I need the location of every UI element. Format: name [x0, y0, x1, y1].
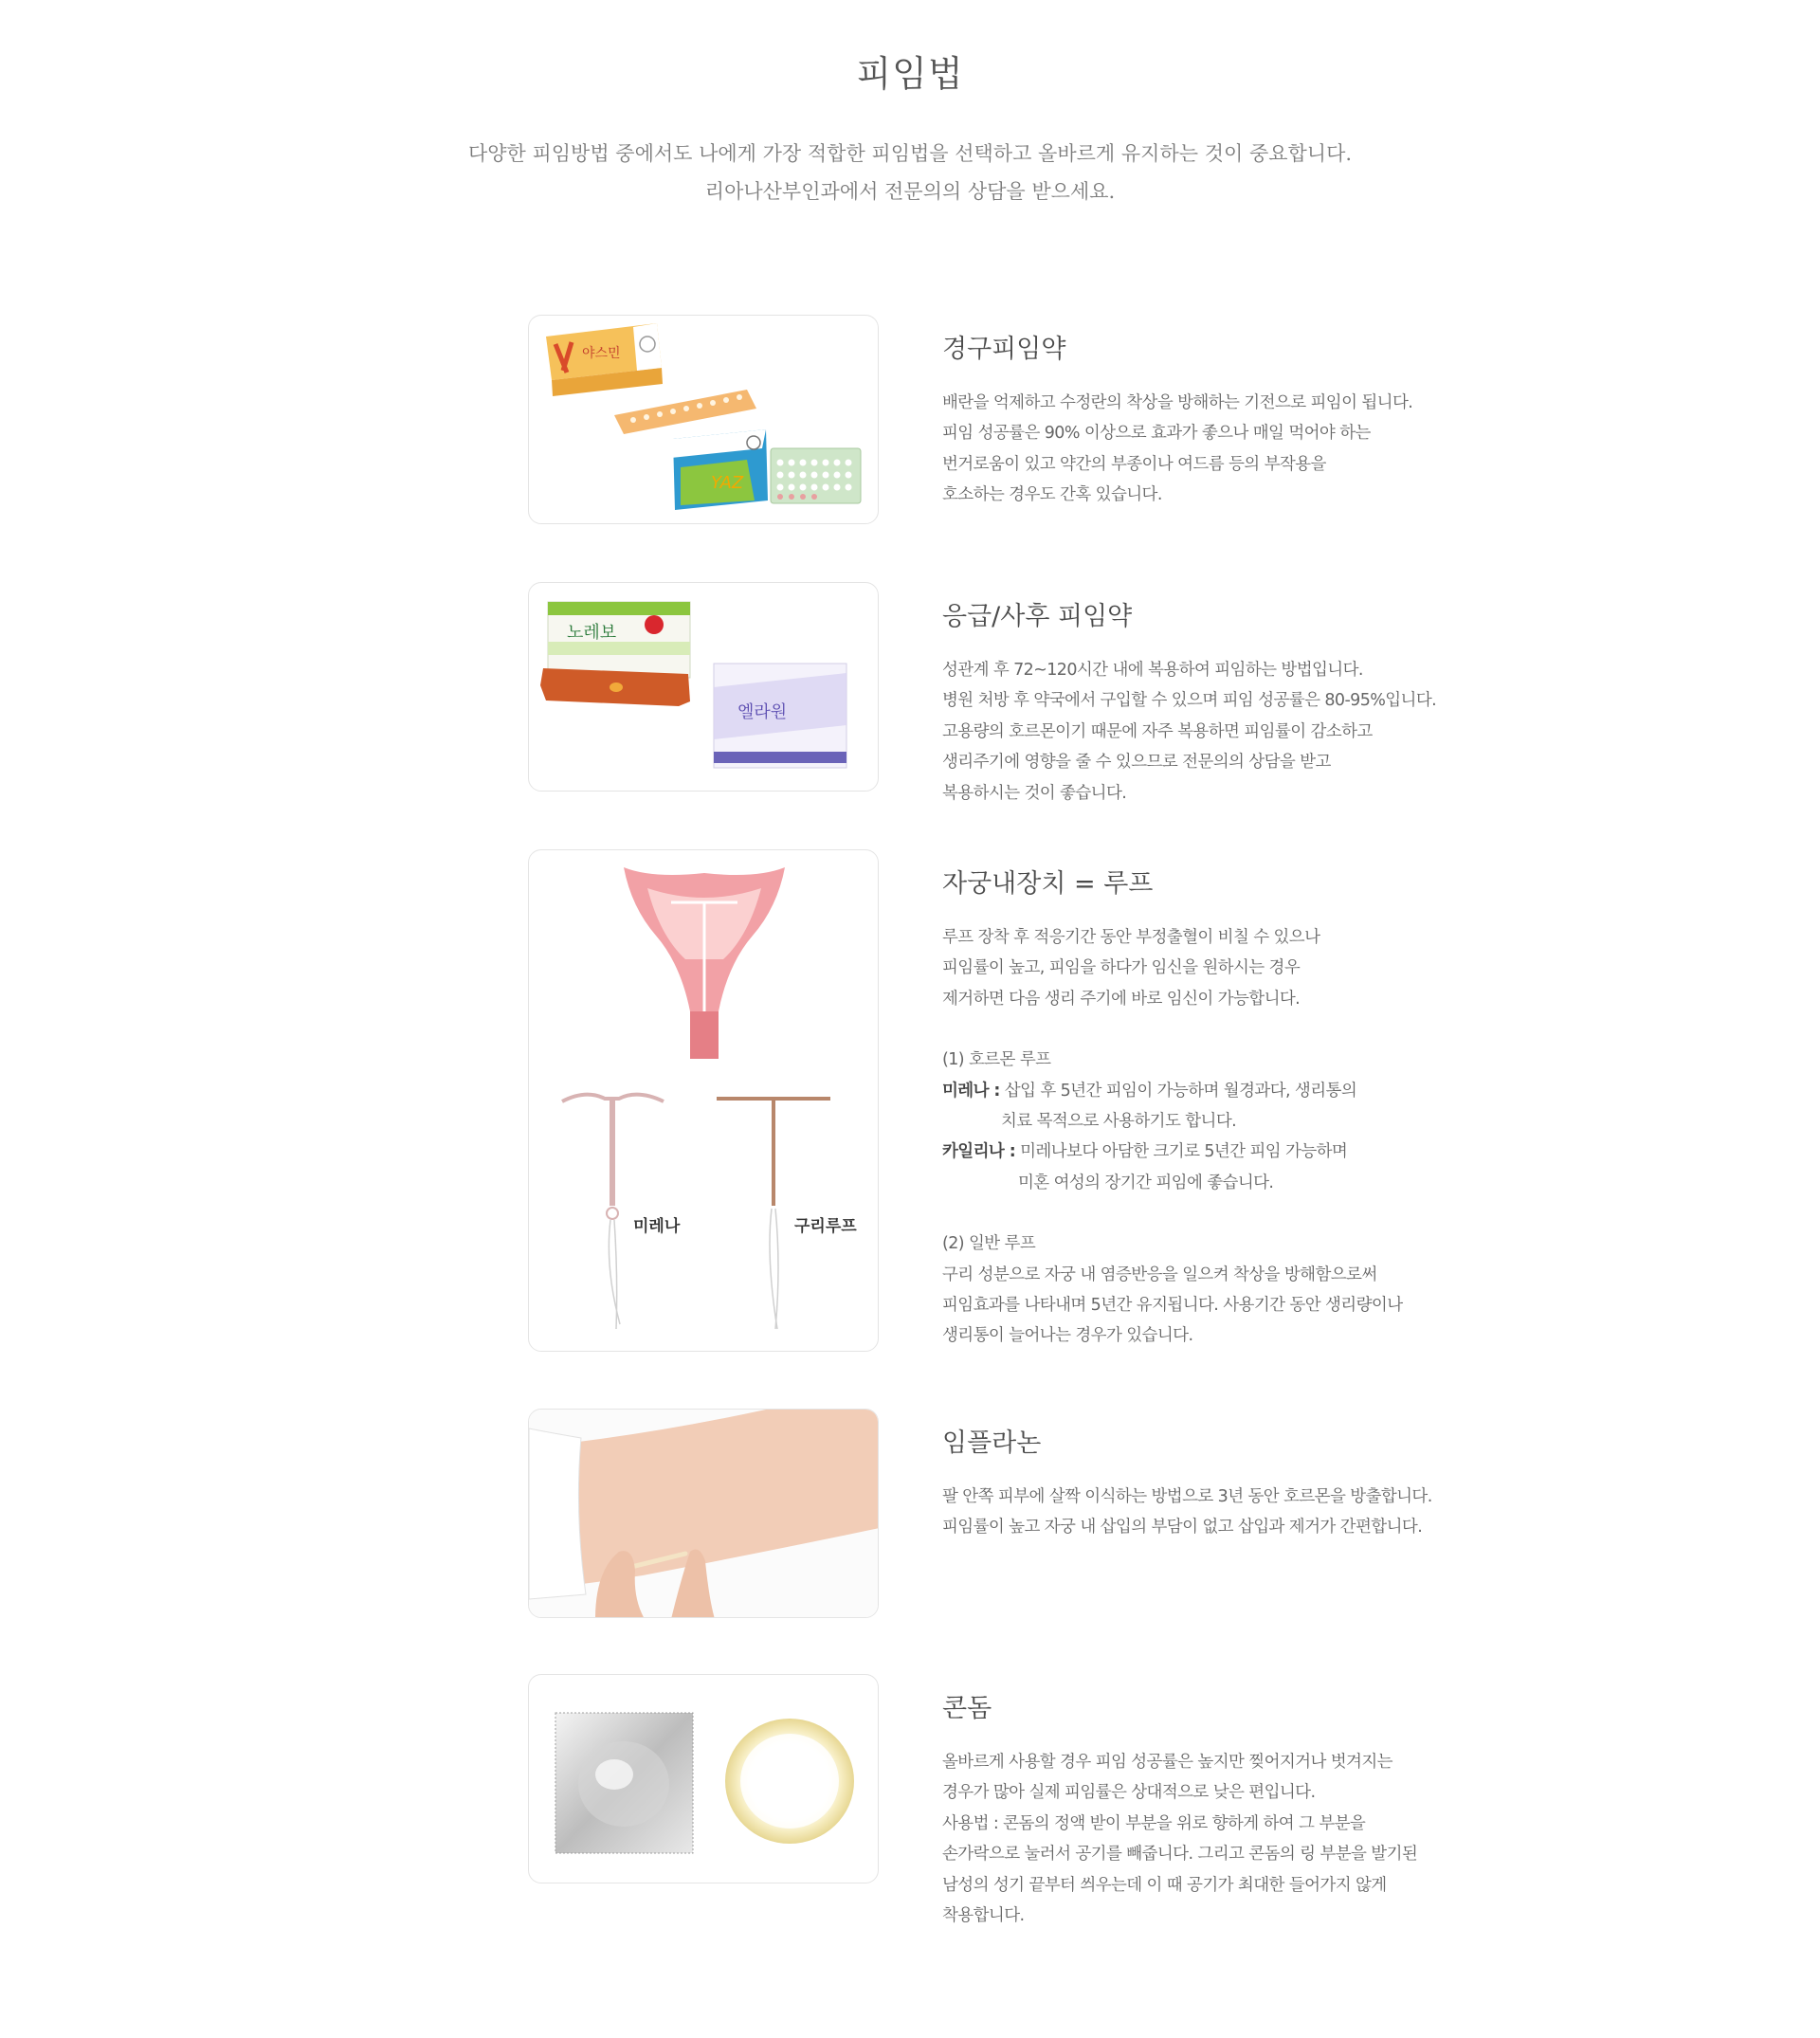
desc-line: 피임률이 높고, 피임을 하다가 임신을 원하시는 경우: [942, 958, 1301, 978]
desc-line: 병원 처방 후 약국에서 구입할 수 있으며 피임 성공률은 80-95%입니다.: [942, 691, 1437, 711]
page-title: 피임법: [856, 53, 964, 96]
desc-line: 배란을 억제하고 수정란의 착상을 방해하는 기전으로 피임이 됩니다.: [942, 393, 1413, 412]
oral-pill-image: [528, 315, 879, 524]
kyleena-line-2: 미혼 여성의 장기간 피임에 좋습니다.: [1018, 1173, 1274, 1192]
section-oral-pill: [942, 328, 1473, 511]
desc-line: 루프 장착 후 적응기간 동안 부정출혈이 비칠 수 있으나: [942, 928, 1320, 947]
section-iud: [942, 863, 1473, 1352]
desc-line: 사용법 : 콘돔의 정액 받이 부분을 위로 향하게 하여 그 부분을: [942, 1813, 1366, 1833]
pill-box-text: 야스민: [582, 346, 621, 361]
intro-line: 다양한 피임방법 중에서도 나에게 가장 적합한 피임법을 선택하고 올바르게 유지하는 것이 중요합니다.: [467, 142, 1353, 165]
section-title: 임플라논: [942, 1428, 1042, 1458]
mirena-line: 미레나 : 삽입 후 5년간 피임이 가능하며 월경과다, 생리통의: [942, 1081, 1357, 1101]
desc-line: 올바르게 사용할 경우 피임 성공률은 높지만 찢어지거나 벗겨지는: [942, 1753, 1392, 1772]
emergency-pill-image: [528, 582, 879, 792]
section-description: [942, 388, 1473, 511]
intro-line: 리아나산부인과에서 전문의의 상담을 받으세요.: [704, 180, 1116, 203]
section-description: [942, 922, 1473, 1352]
desc-line: 복용하시는 것이 좋습니다.: [942, 783, 1127, 803]
copper-loop-label: 구리루프: [794, 1217, 857, 1236]
copper-loop-heading: (2) 일반 루프: [942, 1234, 1036, 1254]
section-title: 콘돔: [942, 1694, 992, 1723]
section-condom: [942, 1687, 1473, 1931]
desc-line: 성관계 후 72~120시간 내에 복용하여 피임하는 방법입니다.: [942, 661, 1363, 680]
mirena-line-2: 치료 목적으로 사용하기도 합니다.: [1001, 1112, 1237, 1132]
section-title: 자궁내장치 = 루프: [942, 869, 1154, 899]
condom-image: [528, 1674, 879, 1883]
mirena-term: 미레나 :: [942, 1081, 1000, 1101]
pill-box-text: 엘라원: [737, 702, 788, 722]
section-title: 경구피임약: [942, 335, 1066, 364]
desc-line: 번거로움이 있고 약간의 부종이나 여드름 등의 부작용을: [942, 454, 1326, 474]
desc-line: 제거하면 다음 생리 주기에 바로 임신이 가능합니다.: [942, 989, 1301, 1009]
kyleena-line: 카일리나 : 미레나보다 아담한 크기로 5년간 피임 가능하며: [942, 1142, 1348, 1162]
desc-line: 생리주기에 영향을 줄 수 있으므로 전문의의 상담을 받고: [942, 753, 1331, 773]
section-emergency-pill: [942, 595, 1473, 809]
section-description: [942, 655, 1473, 809]
pill-box-text: YAZ: [711, 473, 744, 493]
implanon-image: [528, 1409, 879, 1618]
desc-line: 손가락으로 눌러서 공기를 빼줍니다. 그리고 콘돔의 링 부분을 발기된: [942, 1845, 1418, 1865]
desc-line: 고용량의 호르몬이기 때문에 자주 복용하면 피임률이 감소하고: [942, 721, 1373, 741]
intro-text: [0, 135, 1820, 210]
desc-line: 구리 성분으로 자궁 내 염증반응을 일으켜 착상을 방해함으로써: [942, 1265, 1377, 1284]
desc-line: 피임효과를 나타내며 5년간 유지됩니다. 사용기간 동안 생리량이나: [942, 1296, 1403, 1316]
iud-image: [528, 849, 879, 1352]
desc-line: 팔 안쪽 피부에 살짝 이식하는 방법으로 3년 동안 호르몬을 방출합니다.: [942, 1487, 1432, 1506]
mirena-label: 미레나: [633, 1217, 681, 1236]
kyleena-term: 카일리나 :: [942, 1142, 1016, 1162]
section-implanon: [942, 1422, 1473, 1543]
hormone-loop-heading: (1) 호르몬 루프: [942, 1050, 1051, 1070]
desc-line: 경우가 많아 실제 피임률은 상대적으로 낮은 편입니다.: [942, 1783, 1316, 1803]
desc-line: 남성의 성기 끝부터 씌우는데 이 때 공기가 최대한 들어가지 않게: [942, 1875, 1387, 1895]
desc-line: 착용합니다.: [942, 1906, 1025, 1926]
section-description: [942, 1482, 1473, 1543]
desc-line: 호소하는 경우도 간혹 있습니다.: [942, 485, 1162, 505]
section-title: 응급/사후 피임약: [942, 602, 1133, 631]
pill-box-text: 노레보: [567, 623, 617, 643]
desc-line: 피임률이 높고 자궁 내 삽입의 부담이 없고 삽입과 제거가 간편합니다.: [942, 1518, 1423, 1538]
desc-line: 피임 성공률은 90% 이상으로 효과가 좋으나 매일 먹어야 하는: [942, 424, 1371, 444]
desc-line: 생리통이 늘어나는 경우가 있습니다.: [942, 1326, 1193, 1346]
section-description: [942, 1747, 1473, 1931]
